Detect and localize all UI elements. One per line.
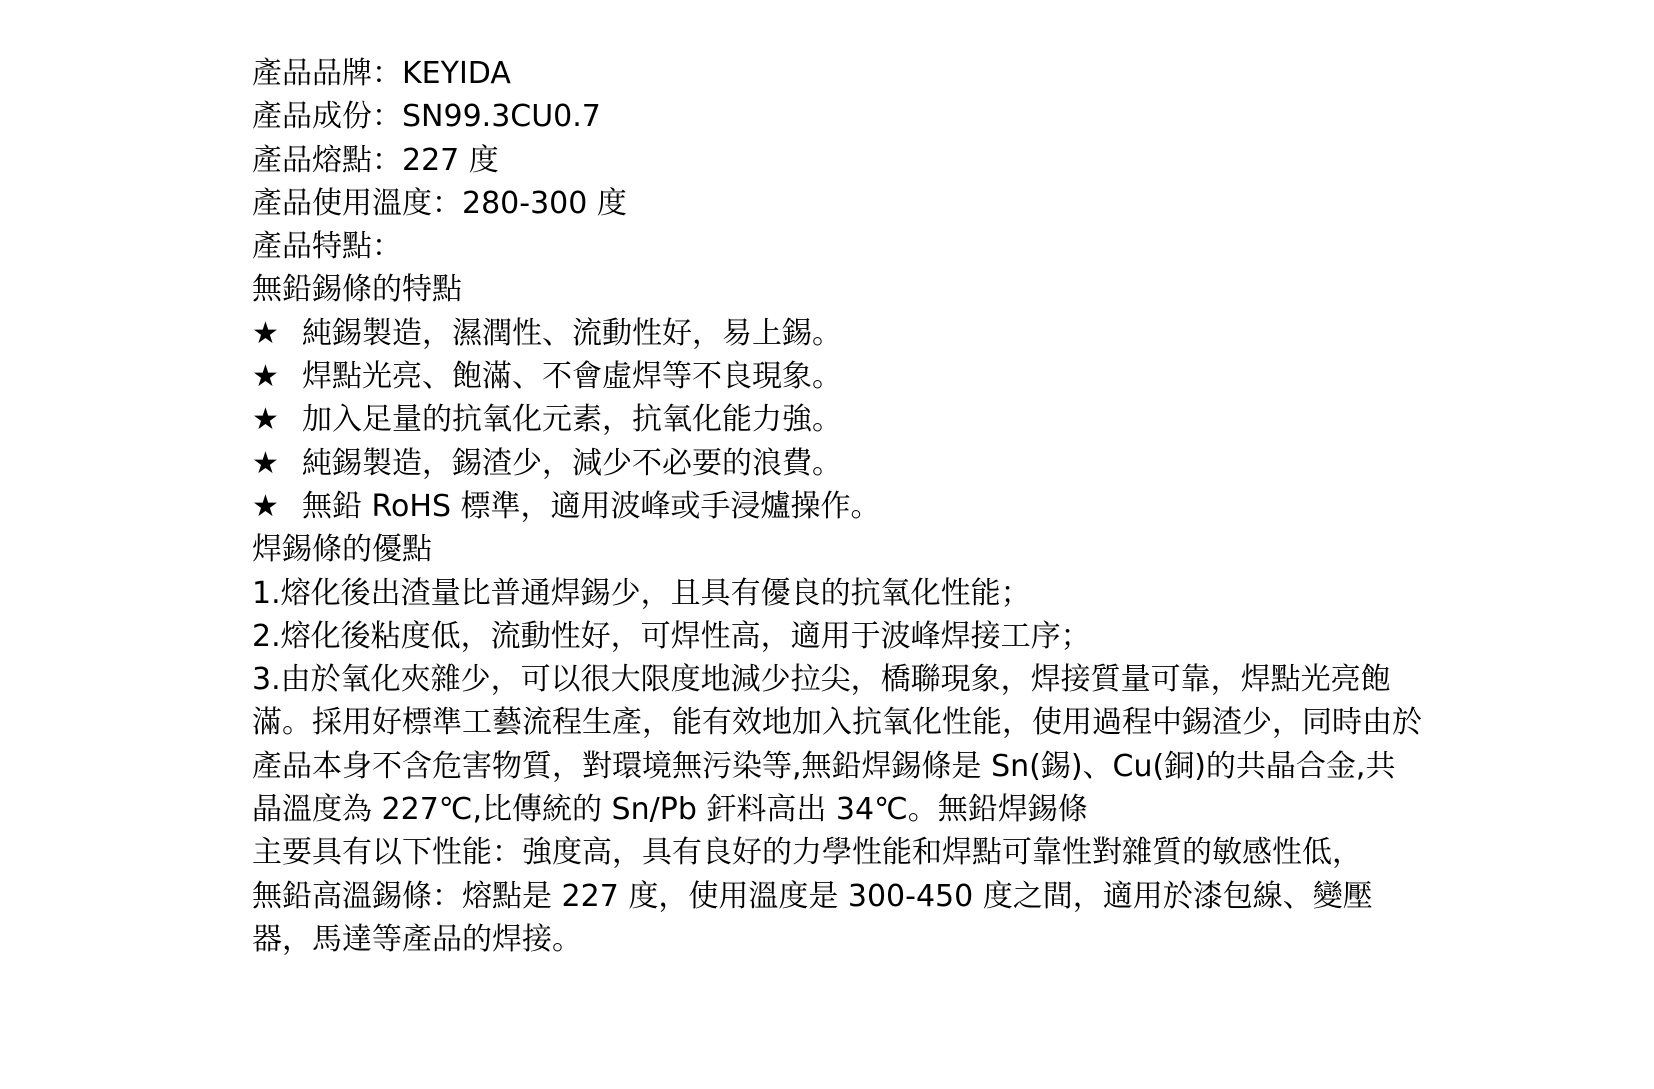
spec-melting-point [252, 139, 1422, 182]
advantage-item: 1.熔化後出渣量比普通焊錫少，且具有優良的抗氧化性能； [252, 575, 1031, 611]
advantage-item: 3.由於氧化夾雜少，可以很大限度地減少拉尖，橋聯現象，焊接質量可靠，焊點光亮飽滿。採用好標準工藝流程生產，能有效地加入抗氧化性能，使用過程中錫渣少，同時由於產品本身不含危害物質，對環境無污染等,無鉛焊錫條是 Sn(錫)、Cu(銅)的共晶合金,共晶溫度為 227℃,比傳統的 Sn/Pb 釬料高出 34℃。無鉛焊錫條 [252, 662, 1422, 828]
feature-text: 焊點光亮、飽滿、不會虛焊等不良現象。 [302, 359, 842, 395]
feature-item [252, 442, 1422, 485]
star-icon: ★ [252, 445, 279, 481]
feature-item [252, 312, 1422, 355]
feature-item [252, 355, 1422, 398]
feature-text: 加入足量的抗氧化元素，抗氧化能力強。 [302, 402, 842, 438]
spec-value: SN99.3CU0.7 [402, 99, 601, 135]
feature-text: 純錫製造，錫渣少，減少不必要的浪費。 [302, 445, 842, 481]
star-icon: ★ [252, 402, 279, 438]
feature-item [252, 398, 1422, 441]
feature-item [252, 485, 1422, 528]
star-icon: ★ [252, 359, 279, 395]
feature-text: 無鉛 RoHS 標準，適用波峰或手浸爐操作。 [302, 488, 881, 524]
spec-features-label [252, 225, 1422, 268]
spec-value: 280-300 度 [462, 185, 627, 221]
spec-brand [252, 52, 1422, 95]
spec-label: 產品成份： [252, 99, 402, 135]
high-temp-paragraph: 無鉛高溫錫條：熔點是 227 度，使用溫度是 300-450 度之間，適用於漆包線、變壓器，馬達等產品的焊接。 [252, 878, 1373, 957]
spec-label: 產品品牌： [252, 56, 402, 91]
performance-paragraph: 主要具有以下性能：強度高，具有良好的力學性能和焊點可靠性對雜質的敏感性低， [252, 835, 1362, 871]
spec-label: 產品特點： [252, 229, 402, 265]
document-body [252, 52, 1422, 961]
star-icon: ★ [252, 315, 279, 351]
features-heading: 無鉛錫條的特點 [252, 272, 462, 308]
feature-text: 純錫製造，濕潤性、流動性好，易上錫。 [302, 315, 842, 351]
spec-working-temperature [252, 182, 1422, 225]
advantages-heading: 焊錫條的優點 [252, 532, 432, 568]
star-icon: ★ [252, 488, 279, 524]
spec-composition [252, 95, 1422, 138]
spec-label: 產品熔點： [252, 142, 402, 178]
spec-value: KEYIDA [402, 56, 511, 91]
spec-value: 227 度 [402, 142, 499, 178]
spec-label: 產品使用溫度： [252, 185, 462, 221]
advantage-item: 2.熔化後粘度低，流動性好，可焊性高，適用于波峰焊接工序； [252, 618, 1091, 654]
